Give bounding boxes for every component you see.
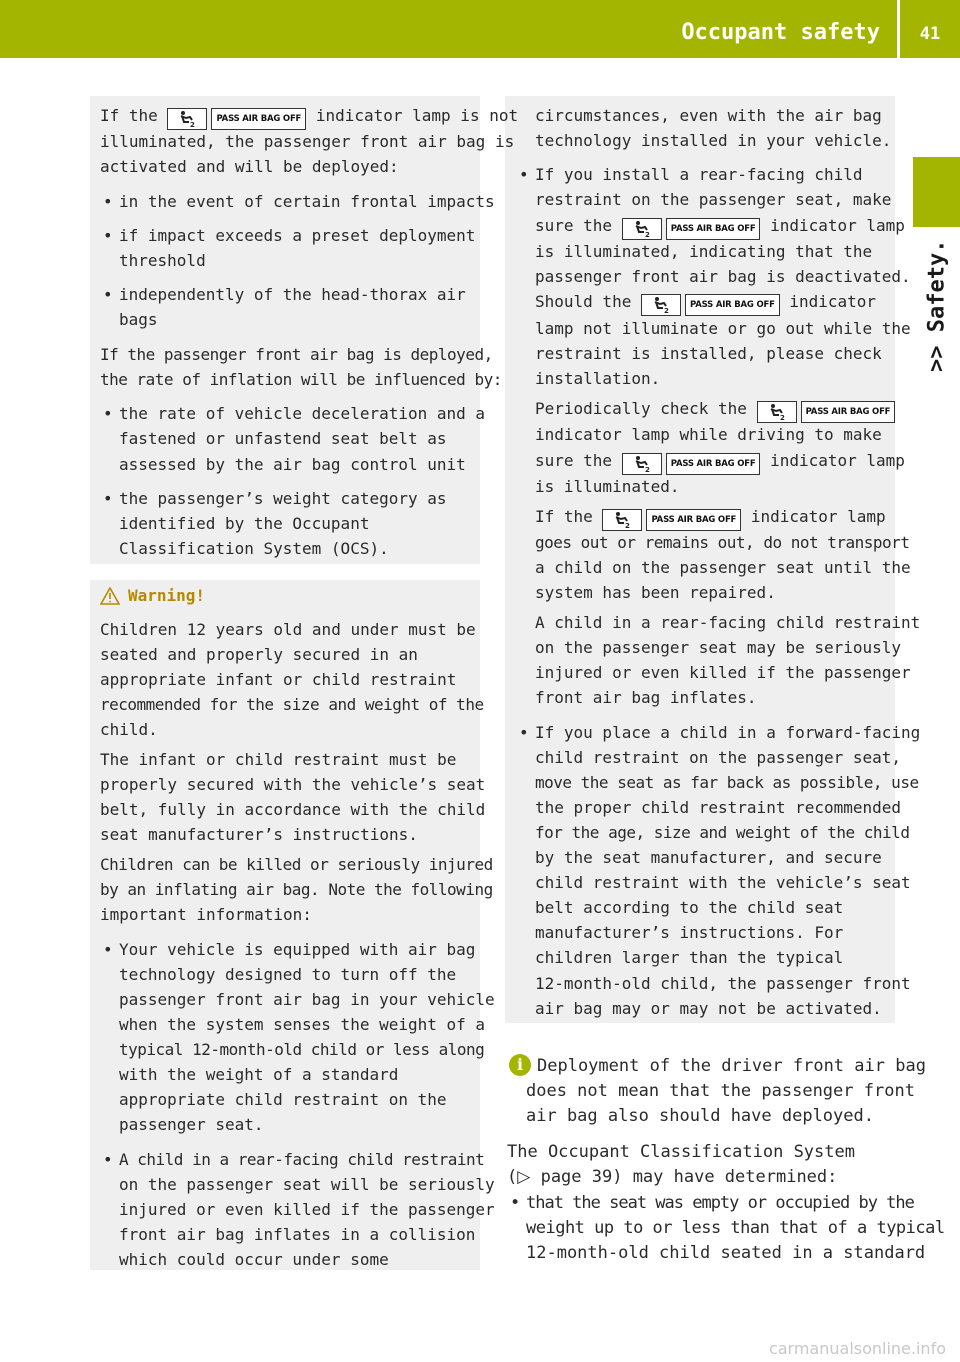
indicator-label: PASS AIR BAG OFF: [801, 401, 896, 423]
list-item: that the seat was empty or occupied by the: [526, 1193, 914, 1213]
bullet-icon: •: [519, 723, 529, 742]
paragraph-line: is illuminated.: [535, 477, 680, 496]
list-item: the passenger’s weight category as: [119, 489, 447, 508]
seat-child-icon: [641, 294, 681, 316]
pass-air-bag-off-indicator: [622, 453, 761, 475]
paragraph-line: activated and will be deployed:: [100, 157, 399, 176]
warning-triangle-icon: [100, 587, 120, 605]
seat-child-icon: [622, 453, 662, 475]
paragraph-line: illuminated, the passenger front air bag is: [100, 132, 515, 151]
paragraph-line: recommended for the size and weight of the: [100, 695, 484, 714]
list-item: the rate of vehicle deceleration and a: [119, 404, 486, 423]
indicator-label: PASS AIR BAG OFF: [666, 218, 761, 240]
list-item: which could occur under some: [119, 1250, 389, 1269]
pass-air-bag-off-indicator: [167, 108, 306, 130]
note-line: air bag also should have deployed.: [526, 1106, 874, 1126]
paragraph-line: If the 2 PASS AIR BAG OFF indicator lamp: [535, 507, 886, 529]
paragraph-line: Children 12 years old and under must be: [100, 620, 476, 639]
warning-title: Warning!: [128, 586, 206, 605]
page-title: Occupant safety: [681, 20, 880, 45]
list-item: circumstances, even with the air bag: [535, 106, 882, 125]
pass-air-bag-off-indicator: [757, 401, 896, 423]
list-item: appropriate child restraint on the: [119, 1090, 447, 1109]
list-item: is illuminated, indicating that the: [535, 242, 873, 261]
list-item: passenger front air bag in your vehicle: [119, 990, 495, 1009]
svg-text:2: 2: [190, 121, 196, 128]
paragraph-line: seat manufacturer’s instructions.: [100, 825, 418, 844]
bullet-icon: •: [103, 285, 113, 304]
bullet-icon: •: [510, 1193, 521, 1213]
note-line: does not mean that the passenger front: [526, 1081, 915, 1101]
paragraph-line: belt, fully in accordance with the child: [100, 800, 486, 819]
paragraph-line: Periodically check the 2 PASS AIR BAG OFF: [535, 396, 895, 423]
list-item: air bag may or may not be activated.: [535, 999, 882, 1018]
list-item: manufacturer’s instructions. For: [535, 923, 844, 942]
list-item: lamp not illuminate or go out while the: [535, 319, 911, 338]
indicator-label: PASS AIR BAG OFF: [685, 294, 780, 316]
paragraph-line: front air bag inflates.: [535, 688, 757, 707]
indicator-label: PASS AIR BAG OFF: [211, 108, 306, 130]
paragraph-line: a child on the passenger seat until the: [535, 558, 911, 577]
list-item: typical 12-month-old child or less along: [119, 1040, 485, 1059]
list-item: fastened or unfastend seat belt as: [119, 429, 447, 448]
list-item: injured or even killed if the passenger: [119, 1200, 495, 1219]
bullet-icon: •: [103, 489, 113, 508]
list-item: by the seat manufacturer, and secure: [535, 848, 882, 867]
bullet-icon: •: [103, 192, 113, 211]
paragraph-line: indicator lamp while driving to make: [535, 425, 882, 444]
bullet-icon: •: [103, 404, 113, 423]
list-item: A child in a rear-facing child restraint: [119, 1150, 485, 1169]
list-item: children larger than the typical: [535, 948, 844, 967]
list-item: in the event of certain frontal impacts: [119, 192, 495, 211]
section-tab: [913, 157, 960, 227]
page-reference-link[interactable]: page 39) may have determined:: [540, 1167, 838, 1187]
paragraph-line: seated and properly secured in an: [100, 645, 418, 664]
bullet-icon: •: [103, 940, 113, 959]
list-item: belt according to the child seat: [535, 898, 844, 917]
list-item: restraint is installed, please check: [535, 344, 882, 363]
list-item: for the age, size and weight of the child: [535, 823, 910, 842]
bullet-icon: •: [519, 165, 529, 184]
paragraph-line: Children can be killed or seriously injured: [100, 855, 493, 874]
list-item: weight up to or less than that of a typical: [526, 1218, 945, 1238]
paragraph-line: A child in a rear-facing child restraint: [535, 613, 921, 632]
list-item: child restraint with the vehicle’s seat: [535, 873, 911, 892]
indicator-label: PASS AIR BAG OFF: [666, 453, 761, 475]
paragraph-line: properly secured with the vehicle’s seat: [100, 775, 486, 794]
paragraph-line: important information:: [100, 905, 312, 924]
paragraph-line: system has been repaired.: [535, 583, 776, 602]
list-item: identified by the Occupant: [119, 514, 370, 533]
paragraph-line: sure the 2 PASS AIR BAG OFF indicator lamp: [535, 451, 905, 473]
bullet-icon: •: [103, 1150, 113, 1169]
pass-air-bag-off-indicator: [622, 218, 761, 240]
info-icon: i: [509, 1054, 531, 1076]
list-item: if impact exceeds a preset deployment: [119, 226, 476, 245]
paragraph-line: If the 2 PASS AIR BAG OFF indicator lamp is not: [100, 106, 519, 128]
list-item: child restraint on the passenger seat,: [535, 748, 902, 767]
list-item: assessed by the air bag control unit: [119, 455, 466, 474]
paragraph-line: appropriate infant or child restraint: [100, 670, 457, 689]
list-item: passenger seat.: [119, 1115, 264, 1134]
svg-text:2: 2: [779, 414, 785, 421]
page-number: 41: [919, 24, 941, 44]
page-ref-arrow-icon: ▷: [517, 1167, 531, 1187]
list-item: on the passenger seat will be seriously: [119, 1175, 495, 1194]
paragraph-line: goes out or remains out, do not transport: [535, 533, 910, 552]
list-item: Should the 2 PASS AIR BAG OFF indicator: [535, 292, 877, 314]
list-item: independently of the head-thorax air: [119, 285, 466, 304]
paragraph-line: The Occupant Classification System: [507, 1142, 855, 1162]
svg-text:2: 2: [625, 522, 631, 529]
indicator-label: PASS AIR BAG OFF: [646, 509, 741, 531]
list-item: If you install a rear-facing child: [535, 165, 863, 184]
pass-air-bag-off-indicator: [602, 509, 741, 531]
list-item: the proper child restraint recommended: [535, 798, 902, 817]
seat-child-icon: [602, 509, 642, 531]
svg-text:2: 2: [663, 307, 669, 314]
list-item: 12-month-old child seated in a standard: [526, 1243, 926, 1263]
list-item: threshold: [119, 251, 206, 270]
list-item: If you place a child in a forward-facing: [535, 723, 921, 742]
list-item: restraint on the passenger seat, make: [535, 190, 892, 209]
paragraph-line: injured or even killed if the passenger: [535, 663, 911, 682]
seat-child-icon: [622, 218, 662, 240]
paragraph-line: (▷ page 39) may have determined:: [507, 1167, 838, 1187]
bullet-icon: •: [103, 226, 113, 245]
paragraph-line: by an inflating air bag. Note the following: [100, 880, 493, 899]
list-item: with the weight of a standard: [119, 1065, 399, 1084]
svg-text:2: 2: [644, 466, 650, 473]
list-item: front air bag inflates in a collision: [119, 1225, 476, 1244]
paragraph-line: on the passenger seat may be seriously: [535, 638, 902, 657]
pass-air-bag-off-indicator: [641, 294, 780, 316]
list-item: Your vehicle is equipped with air bag: [119, 940, 476, 959]
paragraph-line: child.: [100, 720, 158, 739]
list-item: passenger front air bag is deactivated.: [535, 267, 911, 286]
list-item: installation.: [535, 369, 661, 388]
warning-heading: [100, 586, 205, 605]
paragraph-line: The infant or child restraint must be: [100, 750, 457, 769]
list-item: bags: [119, 310, 158, 329]
seat-child-icon: [167, 108, 207, 130]
list-item: technology installed in your vehicle.: [535, 131, 892, 150]
note-line: Deployment of the driver front air bag: [537, 1056, 926, 1076]
section-label: >> Safety.: [924, 239, 950, 372]
list-item: technology designed to turn off the: [119, 965, 457, 984]
list-item: sure the 2 PASS AIR BAG OFF indicator lamp: [535, 216, 905, 238]
list-item: Classification System (OCS).: [119, 539, 389, 558]
svg-text:2: 2: [644, 231, 650, 238]
list-item: when the system senses the weight of a: [119, 1015, 486, 1034]
paragraph-line: the rate of inflation will be influenced by:: [100, 370, 502, 389]
seat-child-icon: [757, 401, 797, 423]
watermark: carmanualsonline.info: [768, 1339, 946, 1358]
list-item: 12-month-old child, the passenger front: [535, 974, 911, 993]
paragraph-line: If the passenger front air bag is deployed,: [100, 345, 493, 364]
list-item: move the seat as far back as possible, use: [535, 773, 919, 792]
